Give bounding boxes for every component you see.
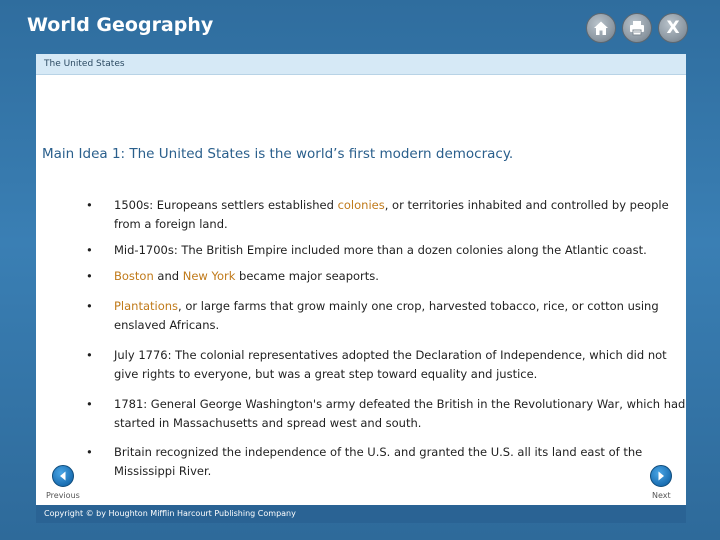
bullet-text-segment: , or large farms that grow mainly one crop, harvested tobacco, rice, or cotton using enslaved Africans. xyxy=(114,299,659,332)
printer-icon xyxy=(628,19,646,37)
bullet-text-segment: Britain recognized the independence of the U.S. and granted the U.S. all its land east of the Mississippi River. xyxy=(114,445,643,478)
slide-content xyxy=(36,75,686,505)
bullet-marker: • xyxy=(86,299,93,313)
bullet-text xyxy=(114,241,686,260)
nav-icons xyxy=(586,13,688,43)
bullet-item xyxy=(86,241,686,260)
arrow-left-icon xyxy=(57,470,69,482)
topic-bar xyxy=(36,54,686,75)
bullet-item xyxy=(86,297,686,335)
bullet-text-segment: and xyxy=(153,269,183,283)
bullet-text xyxy=(114,196,686,234)
highlighted-term: Boston xyxy=(114,269,154,283)
bullet-item xyxy=(86,267,686,286)
bullet-marker: • xyxy=(86,198,93,212)
home-icon xyxy=(592,19,610,37)
close-button[interactable] xyxy=(658,13,688,43)
bullet-text xyxy=(114,267,686,286)
bullet-text-segment: , or territories inhabited and controlled by people from a foreign land. xyxy=(114,198,669,231)
topic-label: The United States xyxy=(44,59,125,69)
bullet-text xyxy=(114,395,686,433)
copyright-text: Copyright © by Houghton Mifflin Harcourt Publishing Company xyxy=(44,509,296,518)
close-icon: X xyxy=(666,18,680,38)
home-button[interactable] xyxy=(586,13,616,43)
previous-button[interactable] xyxy=(52,465,74,487)
bullet-item xyxy=(86,443,686,481)
bullet-marker: • xyxy=(86,269,93,283)
next-label[interactable]: Next xyxy=(652,491,671,500)
print-button[interactable] xyxy=(622,13,652,43)
bullet-marker: • xyxy=(86,243,93,257)
next-button[interactable] xyxy=(650,465,672,487)
bullet-marker: • xyxy=(86,445,93,459)
bullet-text-segment: 1781: General George Washington's army defeated the British in the Revolutionary War, which had started in Massachusetts and spread west and south. xyxy=(114,397,686,430)
bullet-text-segment: 1500s: Europeans settlers established xyxy=(114,198,338,212)
bullet-text xyxy=(114,443,686,481)
bullet-text xyxy=(114,346,686,384)
bullet-marker: • xyxy=(86,397,93,411)
bullet-item xyxy=(86,346,686,384)
bullet-marker: • xyxy=(86,348,93,362)
highlighted-term: New York xyxy=(182,269,236,283)
previous-label[interactable]: Previous xyxy=(46,491,80,500)
bullet-item xyxy=(86,395,686,433)
bullet-text-segment: became major seaports. xyxy=(235,269,379,283)
main-idea-heading: Main Idea 1: The United States is the world’s first modern democracy. xyxy=(42,146,514,162)
arrow-right-icon xyxy=(655,470,667,482)
footer xyxy=(36,505,686,523)
bullet-text-segment: July 1776: The colonial representatives adopted the Declaration of Independence, which did not give rights to everyone, but was a great step toward equality and justice. xyxy=(114,348,667,381)
bullet-text xyxy=(114,297,686,335)
highlighted-term: Plantations xyxy=(114,299,179,313)
highlighted-term: colonies xyxy=(337,198,385,212)
app-title: World Geography xyxy=(27,14,214,36)
bullet-text-segment: Mid-1700s: The British Empire included more than a dozen colonies along the Atlantic coast. xyxy=(114,243,647,257)
bullet-item xyxy=(86,196,686,234)
